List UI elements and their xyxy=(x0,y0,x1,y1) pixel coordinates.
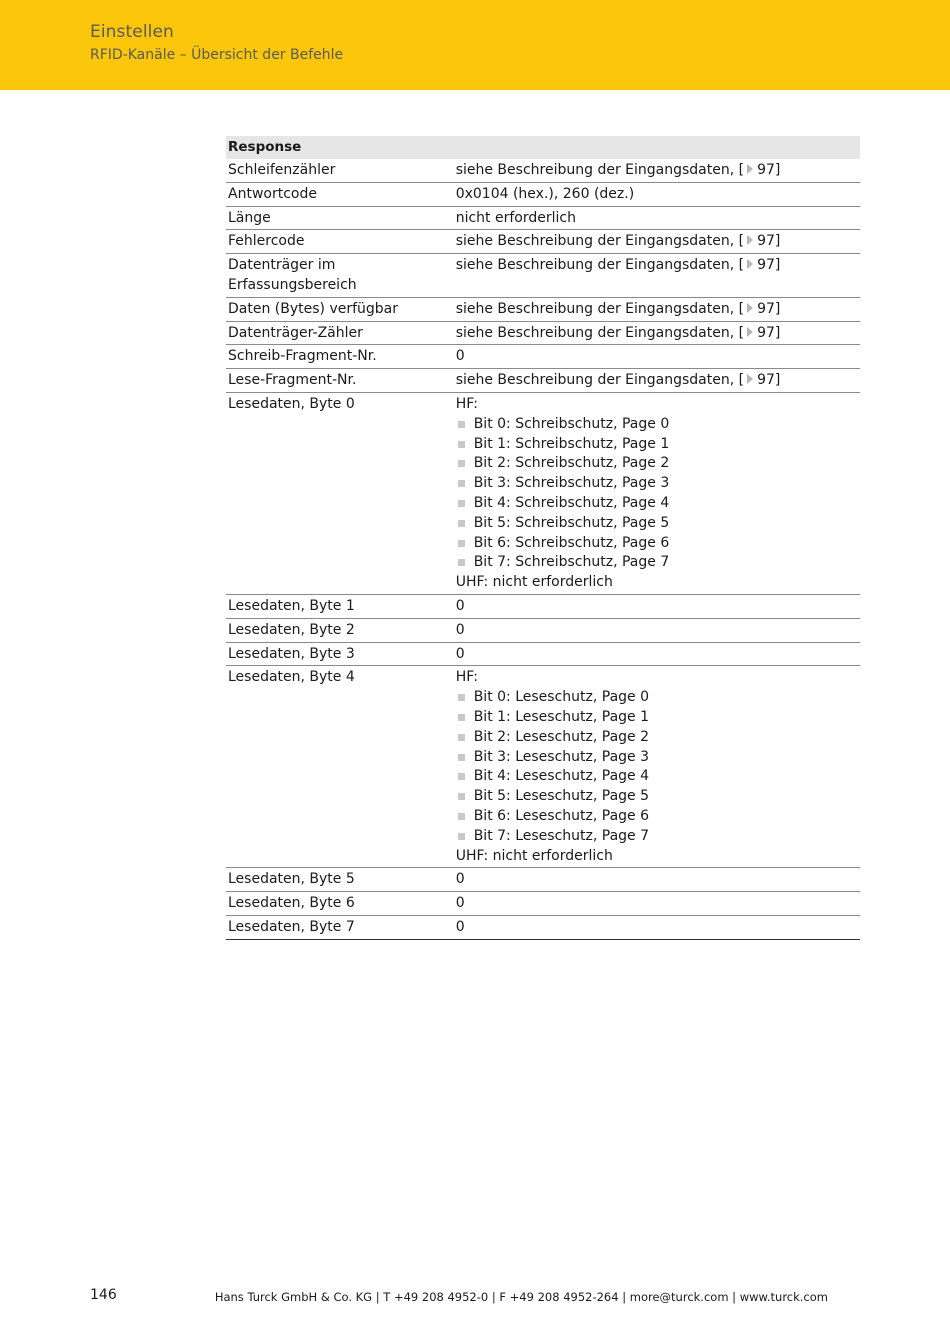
bit-list-item xyxy=(456,688,858,708)
square-bullet-icon xyxy=(458,441,465,448)
bit-text: Bit 3: Leseschutz, Page 3 xyxy=(473,748,650,765)
row-value-cell xyxy=(454,666,860,868)
row-value: 0 xyxy=(455,621,465,638)
row-value: nicht erforderlich xyxy=(455,209,576,226)
table-row xyxy=(226,206,860,230)
row-label: Lesedaten, Byte 5 xyxy=(226,868,454,892)
uhf-note: UHF: nicht erforderlich xyxy=(455,847,613,864)
bit-list-item xyxy=(456,787,858,807)
row-label: Länge xyxy=(226,206,454,230)
row-value-cell xyxy=(454,297,860,321)
table-row xyxy=(226,618,860,642)
table-row xyxy=(226,182,860,206)
uhf-note: UHF: nicht erforderlich xyxy=(455,574,613,591)
square-bullet-icon xyxy=(458,793,465,800)
table-row xyxy=(226,321,860,345)
row-value: siehe Beschreibung der Eingangsdaten, xyxy=(455,324,735,341)
page-header-band xyxy=(0,0,950,90)
row-value-cell xyxy=(454,868,860,892)
bit-text: Bit 1: Leseschutz, Page 1 xyxy=(473,708,650,725)
row-value-cell xyxy=(454,915,860,939)
hf-intro: HF: xyxy=(455,669,478,686)
square-bullet-icon xyxy=(458,520,465,527)
row-label: Datenträger-Zähler xyxy=(226,321,454,345)
row-label: Lesedaten, Byte 2 xyxy=(226,618,454,642)
bit-list-item xyxy=(456,748,858,768)
bit-list-item xyxy=(456,474,858,494)
square-bullet-icon xyxy=(458,734,465,741)
table-row xyxy=(226,642,860,666)
page-reference[interactable]: 97] xyxy=(757,162,781,178)
bit-text: Bit 4: Leseschutz, Page 4 xyxy=(473,768,650,785)
section-subtitle: RFID-Kanäle – Übersicht der Befehle xyxy=(90,47,344,63)
row-label: Lesedaten, Byte 3 xyxy=(226,642,454,666)
row-value: 0 xyxy=(455,895,465,912)
table-row xyxy=(226,666,860,868)
bit-text: Bit 0: Schreibschutz, Page 0 xyxy=(473,415,670,432)
table-row xyxy=(226,594,860,618)
row-value: siehe Beschreibung der Eingangsdaten, xyxy=(455,162,735,178)
square-bullet-icon xyxy=(458,559,465,566)
row-value-cell xyxy=(454,321,860,345)
page-reference[interactable]: 97] xyxy=(757,257,781,274)
bit-text: Bit 0: Leseschutz, Page 0 xyxy=(473,689,650,706)
bit-text: Bit 1: Schreibschutz, Page 1 xyxy=(473,435,670,452)
page-reference-arrow-icon[interactable] xyxy=(747,374,753,384)
row-label: Lesedaten, Byte 7 xyxy=(226,915,454,939)
reference-bracket: [ xyxy=(738,162,745,178)
row-value: 0 xyxy=(455,871,465,888)
row-value: siehe Beschreibung der Eingangsdaten, xyxy=(455,233,735,250)
table-row xyxy=(226,369,860,393)
row-label: Schreib-Fragment-Nr. xyxy=(226,345,454,369)
bit-text: Bit 2: Leseschutz, Page 2 xyxy=(473,728,650,745)
table-row xyxy=(226,915,860,939)
row-label: Lese-Fragment-Nr. xyxy=(226,369,454,393)
row-value: 0 xyxy=(455,918,465,935)
bit-list-item xyxy=(456,514,858,534)
square-bullet-icon xyxy=(458,754,465,761)
bit-list xyxy=(456,415,858,573)
reference-bracket: [ xyxy=(738,324,745,341)
row-value: 0x0104 (hex.), 260 (dez.) xyxy=(455,185,635,202)
row-value-cell xyxy=(454,594,860,618)
section-title: Einstellen xyxy=(90,22,174,42)
bit-text: Bit 3: Schreibschutz, Page 3 xyxy=(473,475,670,492)
reference-bracket: [ xyxy=(738,257,745,274)
row-value: siehe Beschreibung der Eingangsdaten, xyxy=(455,257,735,274)
square-bullet-icon xyxy=(458,500,465,507)
bit-text: Bit 6: Leseschutz, Page 6 xyxy=(473,807,650,824)
row-value: 0 xyxy=(455,645,465,662)
square-bullet-icon xyxy=(458,813,465,820)
square-bullet-icon xyxy=(458,460,465,467)
square-bullet-icon xyxy=(458,694,465,701)
bit-list-item xyxy=(456,454,858,474)
square-bullet-icon xyxy=(458,714,465,721)
reference-bracket: [ xyxy=(738,233,745,250)
row-value-cell xyxy=(454,892,860,916)
page-reference-arrow-icon[interactable] xyxy=(747,235,753,245)
row-value-cell xyxy=(454,369,860,393)
row-label: Lesedaten, Byte 1 xyxy=(226,594,454,618)
square-bullet-icon xyxy=(458,773,465,780)
bit-list-item xyxy=(456,807,858,827)
reference-bracket: [ xyxy=(738,372,745,389)
bit-list-item xyxy=(456,494,858,514)
bit-text: Bit 6: Schreibschutz, Page 6 xyxy=(473,534,670,551)
hf-intro: HF: xyxy=(455,395,478,412)
row-value-cell xyxy=(454,642,860,666)
page-reference[interactable]: 97] xyxy=(757,233,781,250)
row-value-cell xyxy=(454,392,860,594)
table-row xyxy=(226,254,860,298)
bit-list-item xyxy=(456,415,858,435)
table-row xyxy=(226,892,860,916)
table-header-row xyxy=(226,136,860,159)
square-bullet-icon xyxy=(458,540,465,547)
row-value: siehe Beschreibung der Eingangsdaten, xyxy=(455,372,735,389)
bit-text: Bit 7: Schreibschutz, Page 7 xyxy=(473,554,670,571)
bit-list-item xyxy=(456,767,858,787)
bit-text: Bit 2: Schreibschutz, Page 2 xyxy=(473,455,670,472)
row-value-cell xyxy=(454,254,860,298)
row-label: Lesedaten, Byte 6 xyxy=(226,892,454,916)
bit-list-item xyxy=(456,827,858,847)
page-reference[interactable]: 97] xyxy=(757,324,781,341)
row-value: 0 xyxy=(455,348,465,365)
table-row xyxy=(226,345,860,369)
row-label: Daten (Bytes) verfügbar xyxy=(226,297,454,321)
row-label: Schleifenzähler xyxy=(228,162,336,178)
page-reference-arrow-icon[interactable] xyxy=(747,259,753,269)
table-row xyxy=(226,868,860,892)
reference-bracket: [ xyxy=(738,300,745,317)
response-table-container xyxy=(226,136,860,940)
page-reference[interactable]: 97] xyxy=(757,300,781,317)
bit-list-item xyxy=(456,553,858,573)
bit-list-item xyxy=(456,534,858,554)
table-heading: Response xyxy=(226,136,860,159)
page-reference-arrow-icon[interactable] xyxy=(747,303,753,313)
table-body xyxy=(226,159,860,939)
row-label: Lesedaten, Byte 4 xyxy=(226,666,454,868)
bit-list xyxy=(456,688,858,846)
row-value-cell xyxy=(454,230,860,254)
table-row xyxy=(226,297,860,321)
response-table xyxy=(226,136,860,940)
page-reference-arrow-icon[interactable] xyxy=(747,164,753,174)
square-bullet-icon xyxy=(458,833,465,840)
bit-text: Bit 7: Leseschutz, Page 7 xyxy=(473,827,650,844)
square-bullet-icon xyxy=(458,480,465,487)
row-value-cell xyxy=(454,618,860,642)
table-row xyxy=(226,230,860,254)
page-number: 146 xyxy=(90,1287,117,1303)
row-label: Lesedaten, Byte 0 xyxy=(226,392,454,594)
row-value-cell xyxy=(454,206,860,230)
bit-list-item xyxy=(456,708,858,728)
bit-text: Bit 4: Schreibschutz, Page 4 xyxy=(473,494,670,511)
table-row xyxy=(226,392,860,594)
row-value-cell xyxy=(454,159,860,182)
footer-company-info: Hans Turck GmbH & Co. KG | T +49 208 4952-0 | F +49 208 4952-264 | more@turck.com | www.turck.com xyxy=(214,1290,828,1304)
row-value: siehe Beschreibung der Eingangsdaten, xyxy=(455,300,735,317)
bit-list-item xyxy=(456,728,858,748)
bit-text: Bit 5: Schreibschutz, Page 5 xyxy=(473,514,670,531)
row-label: Antwortcode xyxy=(226,182,454,206)
row-label: Datenträger im Erfassungsbereich xyxy=(226,254,454,298)
page-reference-arrow-icon[interactable] xyxy=(747,327,753,337)
page-reference[interactable]: 97] xyxy=(757,372,781,389)
row-label: Fehlercode xyxy=(226,230,454,254)
row-value-cell xyxy=(454,182,860,206)
bit-list-item xyxy=(456,435,858,455)
square-bullet-icon xyxy=(458,421,465,428)
table-row xyxy=(226,159,860,182)
bit-text: Bit 5: Leseschutz, Page 5 xyxy=(473,788,650,805)
row-value-cell xyxy=(454,345,860,369)
row-value: 0 xyxy=(455,597,465,614)
